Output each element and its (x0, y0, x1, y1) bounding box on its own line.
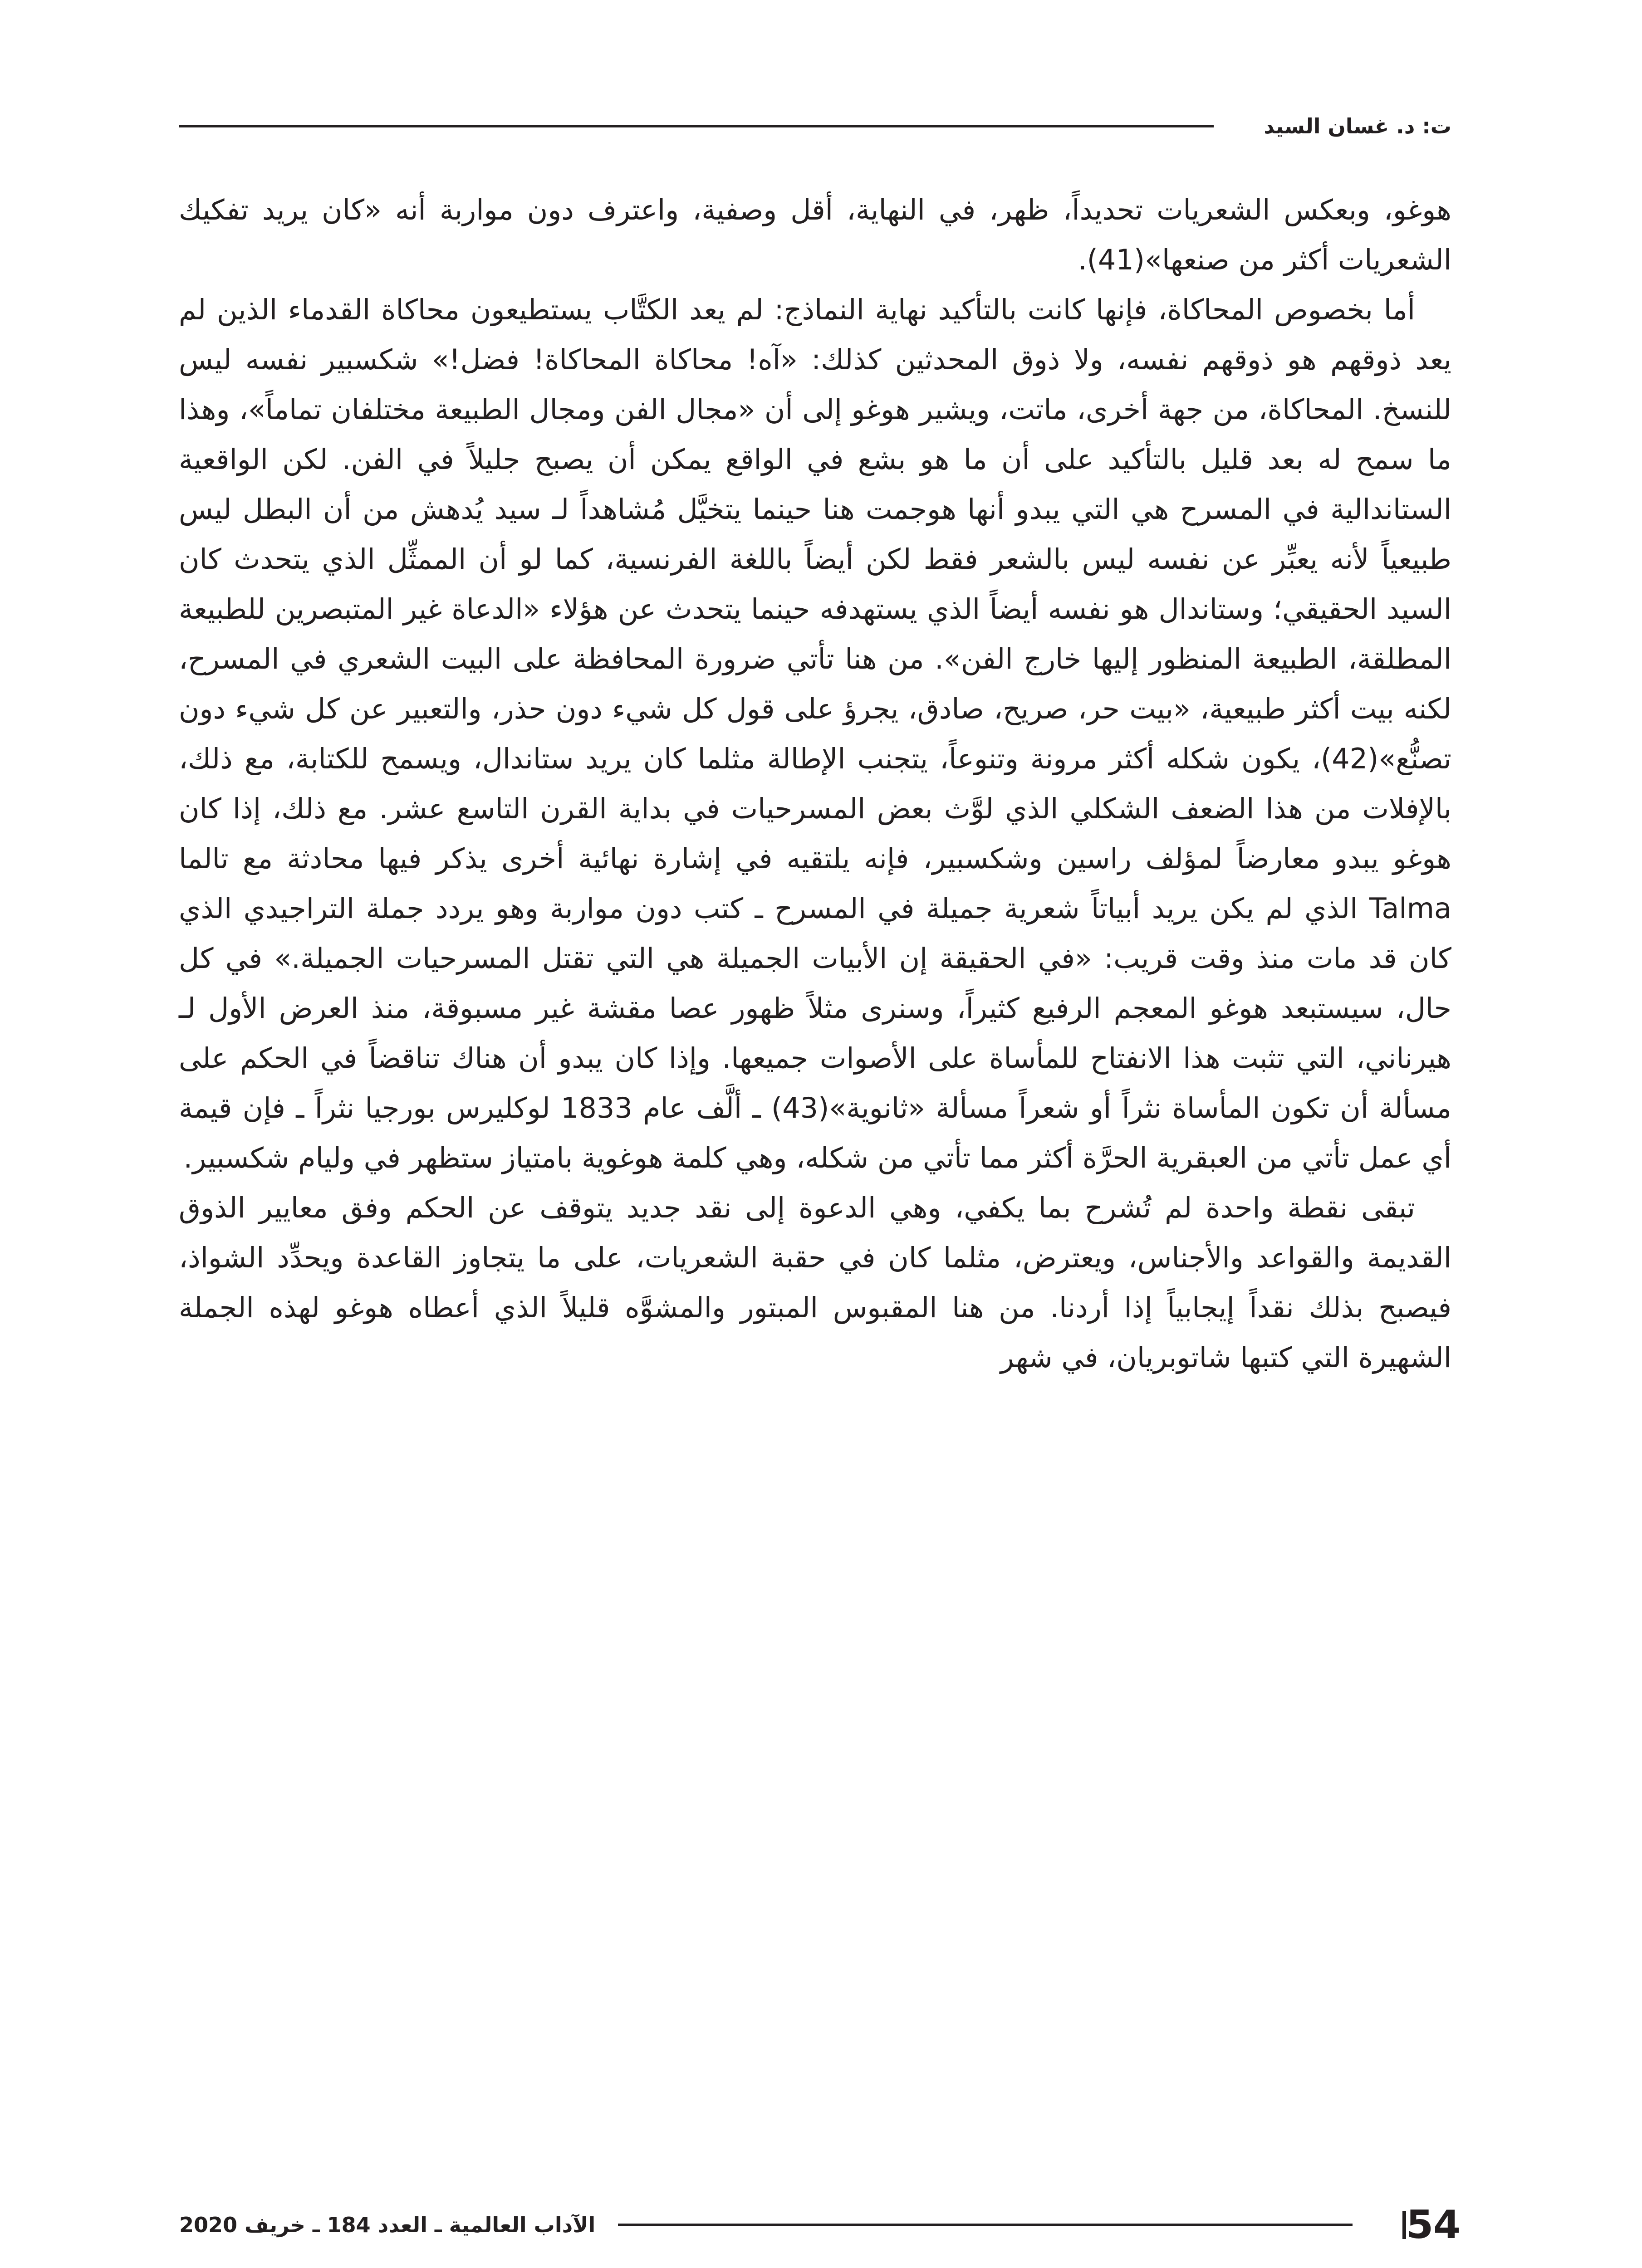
page-footer (179, 2202, 1461, 2248)
paragraph-1: هوغو، وبعكس الشعريات تحديداً، ظهر، في النهاية، أقل وصفية، واعترف دون مواربة أنه «كان يريد تفكيك الشعريات أكثر من صنعها»(41). (179, 193, 1451, 276)
footer-rule (618, 2224, 1353, 2226)
running-header (179, 108, 1451, 144)
paragraph-3: تبقى نقطة واحدة لم تُشرح بما يكفي، وهي الدعوة إلى نقد جديد يتوقف عن الحكم وفق معايير الذوق القديمة والقواعد والأجناس، ويعترض، مثلما كان في حقبة الشعريات، على ما يتجاوز القاعدة ويحدِّد الشواذ، فيصبح بذلك نقداً إيجابياً إذا أردنا. من هنا المقبوس المبتور والمشوَّه قليلاً الذي أعطاه هوغو لهذه الجملة الشهيرة التي كتبها شاتوبريان، في شهر (179, 1191, 1451, 1374)
header-author: ت: د. غسان السيد (1264, 114, 1451, 138)
footer-separator (1402, 2211, 1406, 2239)
paragraph-2: أما بخصوص المحاكاة، فإنها كانت بالتأكيد نهاية النماذج: لم يعد الكتَّاب يستطيعون محاكاة القدماء الذين لم يعد ذوقهم هو ذوقهم نفسه، ولا ذوق المحدثين كذلك: «آه! محاكاة المحاكاة! فضل!» شكسبير نفسه ليس للنسخ. المحاكاة، من جهة أخرى، ماتت، ويشير هوغو إلى أن «مجال الفن ومجال الطبيعة مختلفان تماماً»، وهذا ما سمح له بعد قليل بالتأكيد على أن ما هو بشع في الواقع يمكن أن يصبح جليلاً في الفن. لكن الواقعية الستاندالية في المسرح هي التي يبدو أنها هوجمت هنا حينما يتخيَّل مُشاهداً لـ سيد يُدهش من أن البطل ليس طبيعياً لأنه يعبِّر عن نفسه ليس بالشعر فقط لكن أيضاً باللغة الفرنسية، كما لو أن الممثِّل الذي يتحدث كان السيد الحقيقي؛ وستاندال هو نفسه أيضاً الذي يستهدفه حينما يتحدث عن هؤلاء «الدعاة غير المتبصرين للطبيعة المطلقة، الطبيعة المنظور إليها خارج الفن». من هنا تأتي ضرورة المحافظة على البيت الشعري في المسرح، لكنه بيت أكثر طبيعية، «بيت حر، صريح، صادق، يجرؤ على قول كل شيء دون حذر، والتعبير عن كل شيء دون تصنُّع»(42)، يكون شكله أكثر مرونة وتنوعاً، يتجنب الإطالة مثلما كان يريد ستاندال، ويسمح للكتابة، مع ذلك، بالإفلات من هذا الضعف الشكلي الذي لوَّث بعض المسرحيات في بداية القرن التاسع عشر. مع ذلك، إذا كان هوغو يبدو معارضاً لمؤلف راسين وشكسبير، فإنه يلتقيه في إشارة نهائية أخرى يذكر فيها محادثة مع تالما Talma الذي لم يكن يريد أبياتاً شعرية جميلة في المسرح ـ كتب دون مواربة وهو يردد جملة التراجيدي الذي كان قد مات منذ وقت قريب: «في الحقيقة إن الأبيات الجميلة هي التي تقتل المسرحيات الجميلة.» في كل حال، سيستبعد هوغو المعجم الرفيع كثيراً، وسنرى مثلاً ظهور عصا مقشة غير مسبوقة، منذ العرض الأول لـ هيرناني، التي تثبت هذا الانفتاح للمأساة على الأصوات جميعها. وإذا كان يبدو أن هناك تناقضاً في الحكم على مسألة أن تكون المأساة نثراً أو شعراً مسألة «ثانوية»(43) ـ ألَّف عام 1833 لوكليرس بورجيا نثراً ـ فإن قيمة أي عمل تأتي من العبقرية الحرَّة أكثر مما تأتي من شكله، وهي كلمة هوغوية بامتياز ستظهر في وليام شكسبير. (179, 293, 1451, 1174)
article-body (179, 185, 1451, 1383)
journal-citation: الآداب العالمية ـ العدد 184 ـ خريف 2020 (179, 2213, 596, 2237)
header-rule (179, 125, 1214, 127)
page-number: 54 (1406, 2202, 1461, 2248)
